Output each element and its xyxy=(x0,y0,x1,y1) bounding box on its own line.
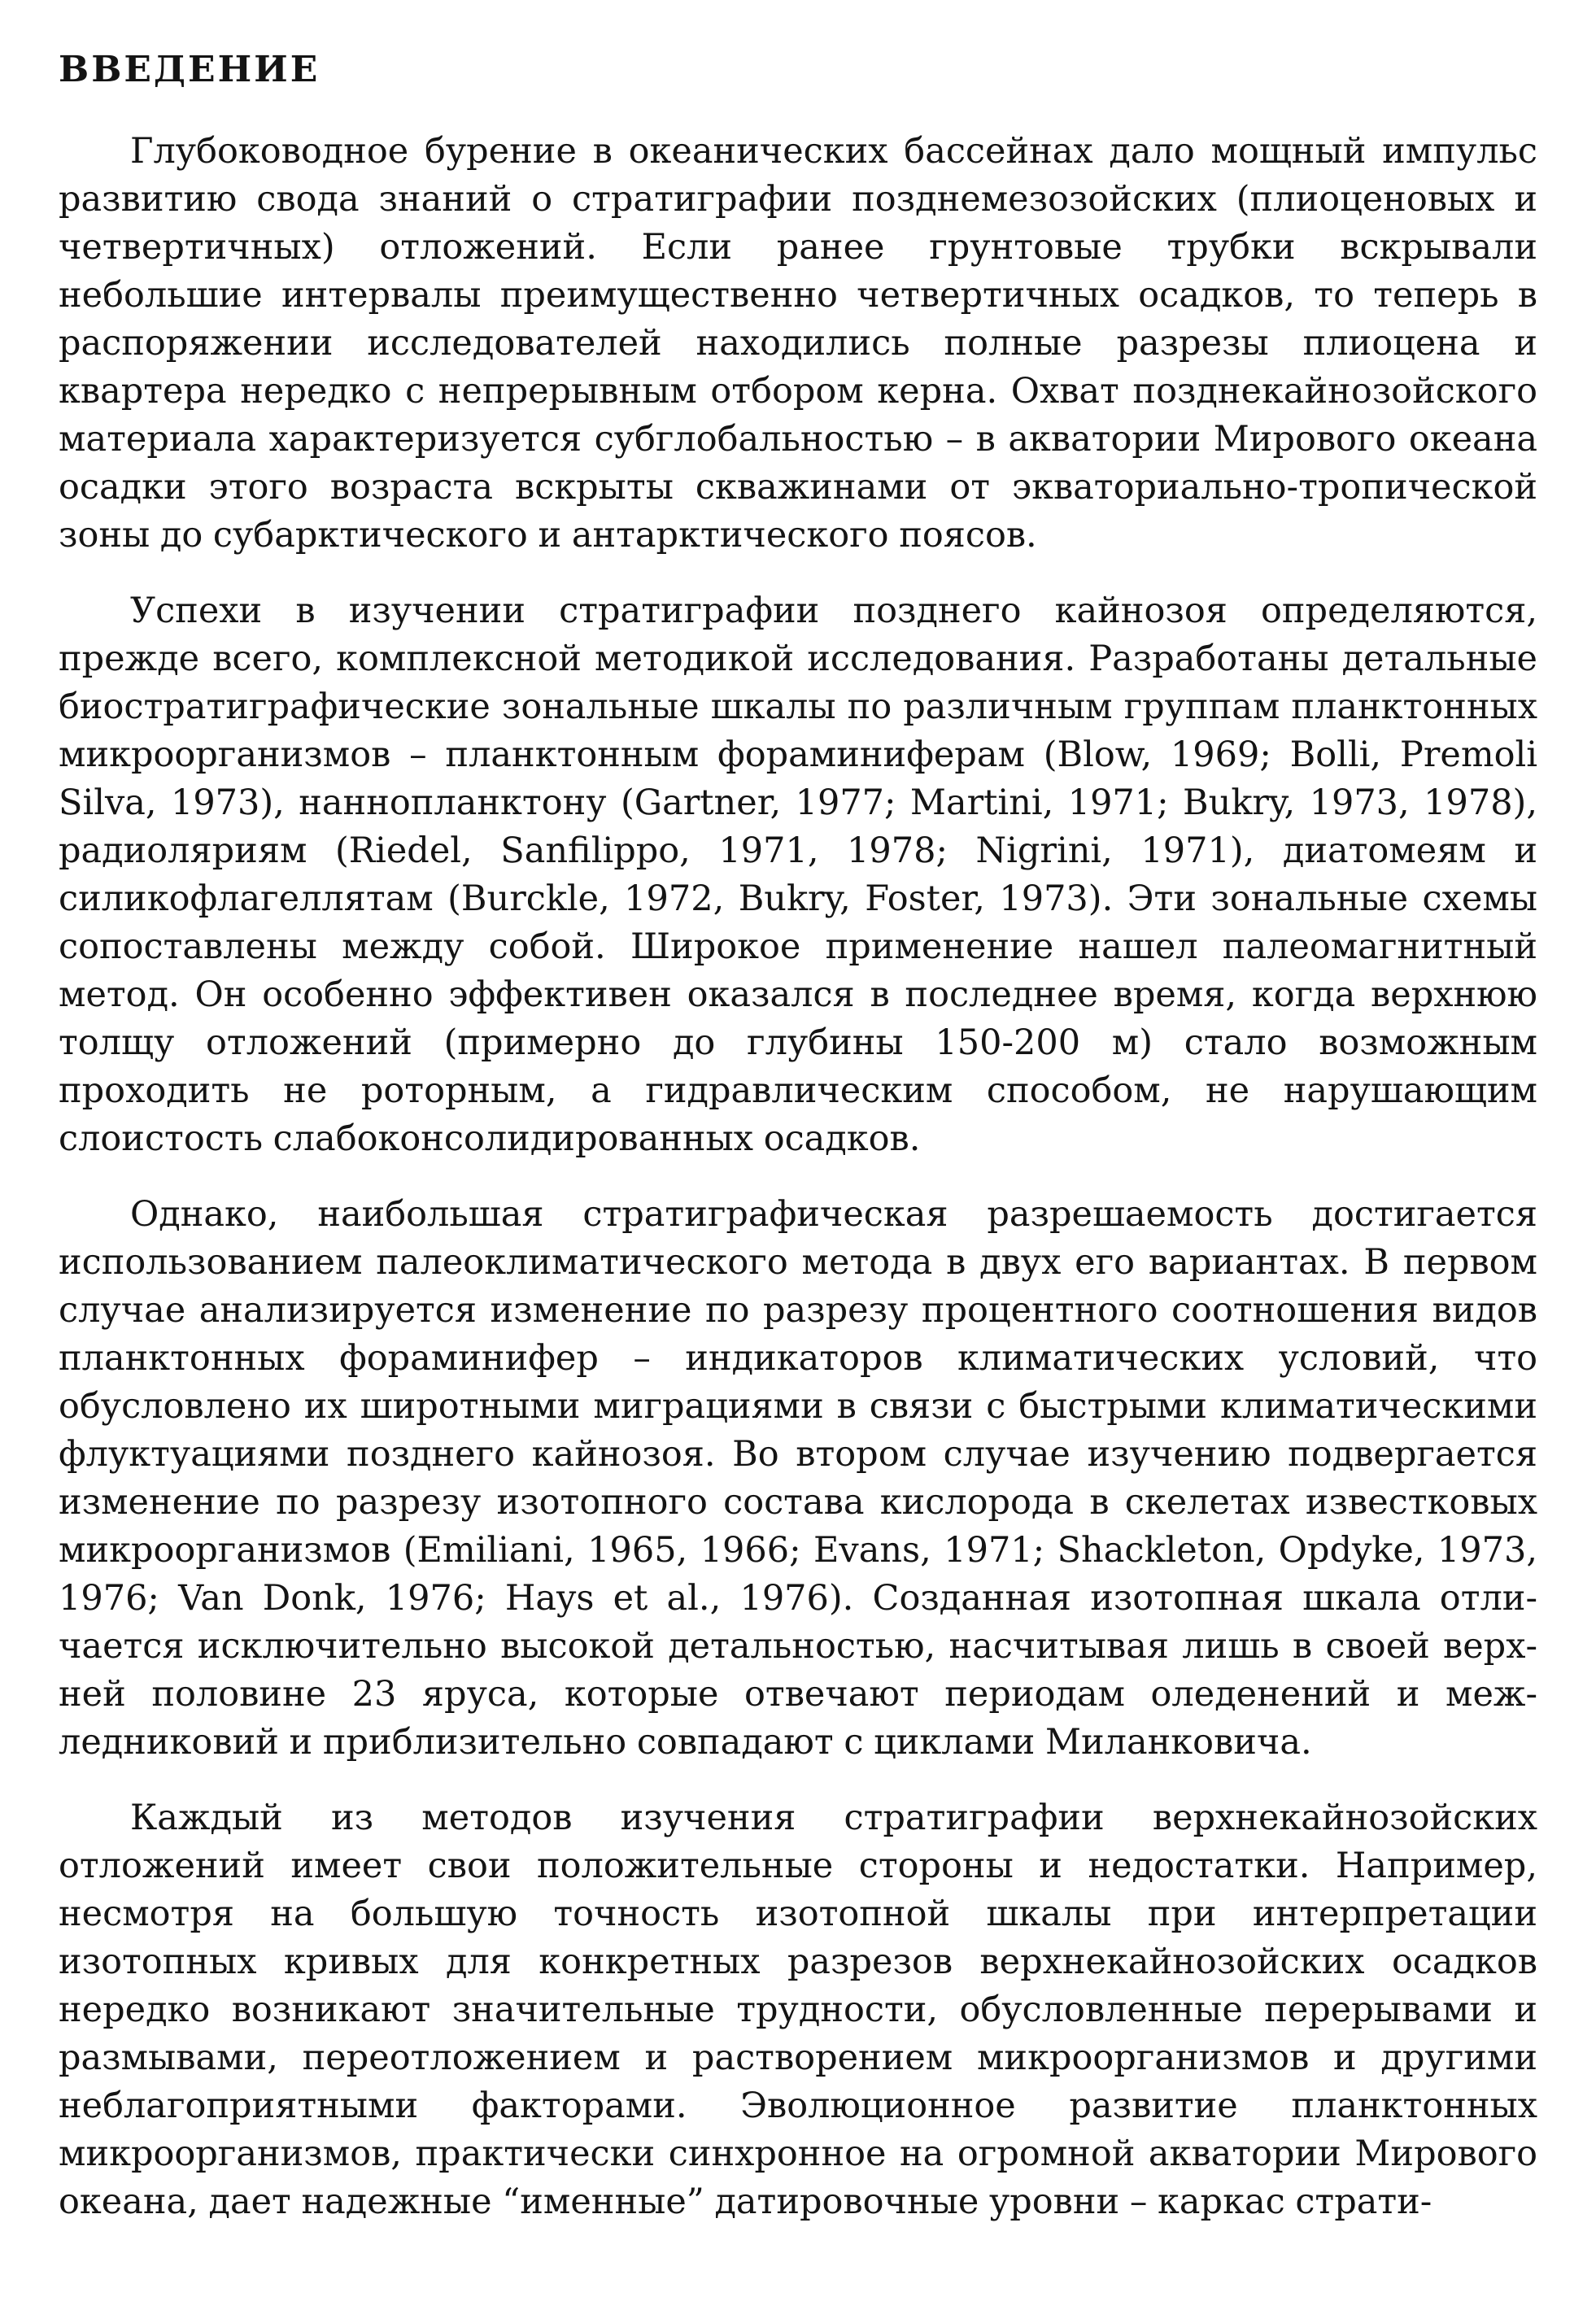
section-heading: ВВЕДЕНИЕ xyxy=(59,49,321,90)
paragraph-3: Однако, наибольшая стратиграфическая разрешаемость достигается использованием палеоклиматического метода в двух его вариантах. В первом случае анализируется изменение по разрезу процентного соотношения видов планктонных фораминифер – индикаторов климатических условий, что обусловлено их широтными миграциями в связи с быстрыми климатическими флуктуациями позднего кайнозоя. Во втором случае изучению подвергается изменение по разрезу изотопного состава кислорода в скелетах известковых микроорганизмов (Emiliani, 1965, 1966; Evans, 1971; Shackleton, Opdyke, 1973, 1976; Van Donk, 1976; Hays et al., 1976). Созданная изотопная шкала отли-чается исключительно высокой детальностью, насчитывая лишь в своей верх-ней половине 23 яруса, которые отвечают периодам оледенений и меж-ледниковий и приблизительно совпадают с циклами Миланковича. xyxy=(59,1193,1537,1763)
document-page xyxy=(59,49,1537,2226)
paragraph-1: Глубоководное бурение в океанических бассейнах дало мощный импульс развитию свода знаний о стратиграфии позднемезозойских (плиоценовых и четвертичных) отложений. Если ранее грунтовые трубки вскрывали небольшие интервалы преимущественно четвертичных осадков, то теперь в распоряжении исследователей находились полные разрезы плиоцена и квартера нередко с непрерывным отбором керна. Охват позднекайнозойского материала характеризуется субглобальностью – в акватории Мирового океана осадки этого возраста вскрыты скважинами от экваториально-тропической зоны до субарктического и антарктического поясов. xyxy=(59,130,1537,556)
paragraph-2: Успехи в изучении стратиграфии позднего кайнозоя определяются, прежде всего, комплексной методикой исследования. Разработаны детальные биостратиграфические зональные шкалы по различным группам планктонных микроорганизмов – планктонным фораминиферам (Blow, 1969; Bolli, Premoli Silva, 1973), наннопланктону (Gartner, 1977; Martini, 1971; Bukry, 1973, 1978), радиоляриям (Riedel, Sanfilippo, 1971, 1978; Nigrini, 1971), диатомеям и силикофлагеллятам (Burckle, 1972, Bukry, Foster, 1973). Эти зональные схемы сопоставлены между собой. Широкое применение нашел палеомагнитный метод. Он особенно эффективен оказался в последнее время, когда верхнюю толщу отложений (примерно до глубины 150-200 м) стало возможным проходить не роторным, а гидравлическим способом, не нарушающим слоистость слабоконсолидированных осадков. xyxy=(59,590,1537,1159)
paragraph-4: Каждый из методов изучения стратиграфии верхнекайнозойских отложений имеет свои положительные стороны и недостатки. Например, несмотря на большую точность изотопной шкалы при интерпретации изотопных кривых для конкретных разрезов верхнекайнозойских осадков нередко возникают значительные трудности, обусловленные перерывами и размывами, переотложением и растворением микроорганизмов и другими неблагоприятными факторами. Эволюционное развитие планктонных микроорганизмов, практически синхронное на огромной акватории Мирового океана, дает надежные “именные” датировочные уровни – каркас страти- xyxy=(59,1797,1537,2222)
